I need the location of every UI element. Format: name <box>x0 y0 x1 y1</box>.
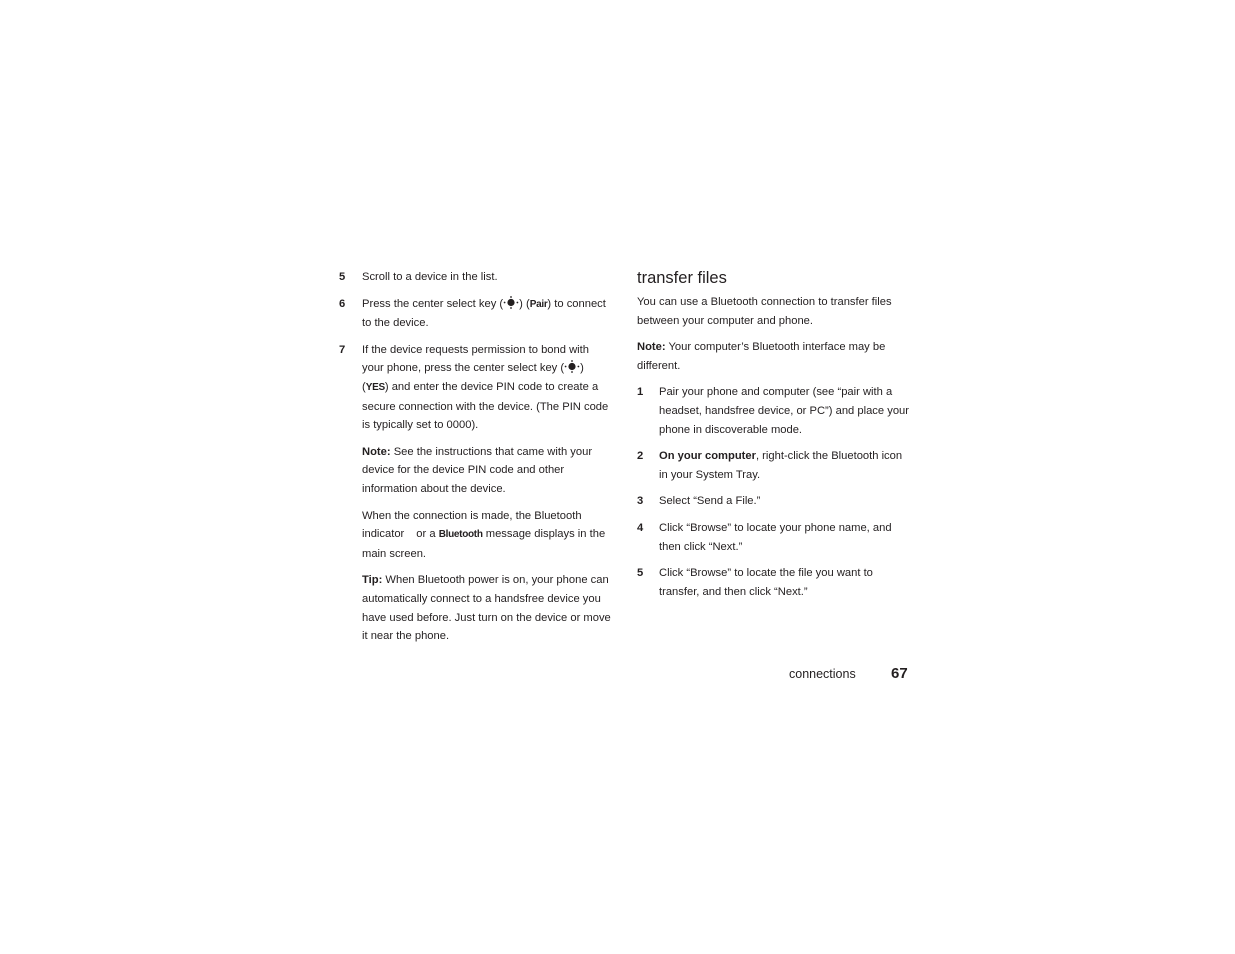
paragraph-text: or a <box>416 528 439 541</box>
transfer-step-5 <box>637 564 909 601</box>
footer-section-name: connections <box>789 667 856 681</box>
transfer-step-2 <box>637 447 909 484</box>
section-heading: transfer files <box>637 269 727 287</box>
left-column <box>339 268 611 654</box>
step-bold-text: On your computer <box>659 450 756 463</box>
tip-paragraph <box>362 571 611 645</box>
tip-label: Tip: <box>362 574 383 587</box>
intro-paragraph: You can use a Bluetooth connection to transfer files between your computer and phone. <box>637 296 892 327</box>
step-text: Select “Send a File.” <box>659 495 761 508</box>
note-text: Your computer’s Bluetooth interface may be different. <box>637 341 886 372</box>
step-number: 6 <box>339 297 346 310</box>
page-number: 67 <box>891 665 908 682</box>
step-number: 5 <box>637 567 644 580</box>
step-text: , right-click the Bluetooth icon in your System Tray. <box>659 450 903 481</box>
step-text: If the device requests permission to bond with your phone, press the center select key ( <box>362 343 589 375</box>
step-number: 3 <box>637 495 644 508</box>
step-number: 7 <box>339 343 346 356</box>
note-paragraph <box>362 443 611 499</box>
step-text: Click “Browse” to locate the file you want to transfer, and then click “Next.” <box>659 567 873 598</box>
step-number: 4 <box>637 521 644 534</box>
nav-key-center-icon <box>564 360 580 373</box>
softkey-label: YES <box>365 381 385 393</box>
bluetooth-message-label: Bluetooth <box>438 529 483 541</box>
connection-paragraph <box>362 507 611 564</box>
page-footer <box>789 664 909 686</box>
softkey-label: Pair <box>529 298 548 310</box>
paragraph-text: When the connection is made, the Bluetooth indicator <box>362 509 582 541</box>
note-paragraph <box>637 338 909 375</box>
step-text: Scroll to a device in the list. <box>362 271 498 283</box>
note-label: Note: <box>362 445 391 458</box>
step-text: Pair your phone and computer (see “pair with a headset, handsfree device, or PC”) and place your phone in discoverable mode. <box>659 386 909 436</box>
step-5 <box>339 268 611 287</box>
right-column <box>637 268 909 609</box>
step-text: ) ( <box>519 297 530 310</box>
note-label: Note: <box>637 341 666 354</box>
transfer-step-1 <box>637 383 909 439</box>
transfer-step-3 <box>637 492 909 511</box>
step-number: 2 <box>637 450 644 463</box>
step-text: ) ( <box>362 362 584 393</box>
transfer-step-4 <box>637 519 909 556</box>
step-text: ) and enter the device PIN code to create a secure connection with the device. (The PIN code is typically set to 0000). <box>362 380 609 432</box>
paragraph-text: message displays in the main screen. <box>362 528 606 560</box>
tip-text: When Bluetooth power is on, your phone can automatically connect to a handsfree device you have used before. Just turn on the device or move it near the phone. <box>362 574 611 643</box>
step-7 <box>339 341 611 435</box>
nav-key-center-icon <box>503 296 519 309</box>
step-text: Press the center select key ( <box>362 297 504 310</box>
step-number: 1 <box>637 386 644 399</box>
step-text: Click “Browse” to locate your phone name, and then click “Next.” <box>659 521 892 553</box>
step-number: 5 <box>339 271 346 283</box>
note-text: See the instructions that came with your device for the device PIN code and other information about the device. <box>362 445 593 495</box>
step-text: ) to connect to the device. <box>362 297 606 330</box>
step-6 <box>339 295 611 333</box>
